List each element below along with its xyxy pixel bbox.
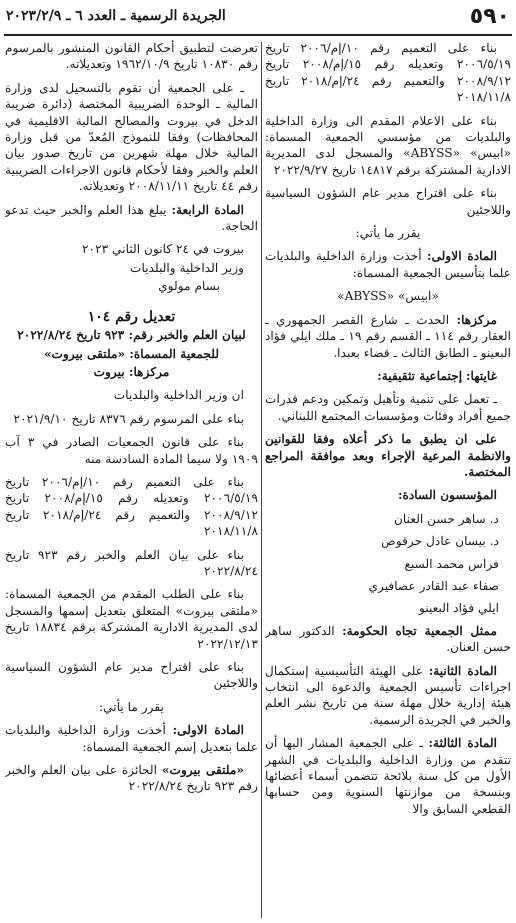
preamble-circular-2: بناء على التعميم رقم ١٠/إم/٢٠٠٦ تاريخ ٢٠٠٦/٥/١٩ وتعديله رقم ١٥/إم/٢٠٠٨ تاريخ ٢٠٠٨/٩/١٢ والتعميم رقم ٢٤/إم/٢٠١٨ تاريخ ٢٠١٨/١١/٨ <box>5 474 258 539</box>
goal <box>265 368 511 384</box>
representative-name: الدكتور ساهر حسن العنان. <box>265 623 511 655</box>
page-header <box>0 0 516 40</box>
preamble-notice-ref: بناء على بيان العلم والخبر رقم ٩٢٣ تاريخ ٢٠٢٢/٨/٢٤ <box>5 547 258 578</box>
founder-2: د. بيسان عادل حرقوص <box>381 534 499 549</box>
amend-article-1-text: أخذت وزارة الداخلية والبلديات علما بتعديل إسم الجمعية المسماة: <box>5 723 258 754</box>
headquarters <box>265 312 511 361</box>
article-3-text: ـ على الجمعية المشار اليها أن تتقدم من وزارة الداخلية والبلديات في الشهر الأول من كل سنة بلائحة تتضمن أسماء أعضائها وبنسخة من موازنتها السنوية ومن حسابها القطعي السابق والا <box>265 736 511 816</box>
right-column <box>265 40 511 920</box>
continued-text: تعرضت لتطبيق أحكام القانون المنشور بالمرسوم رقم ١٠٨٣٠ تاريخ ١٩٦٢/١٠/٩ وتعديلاته. <box>5 41 258 72</box>
article-2-text: على الهيئة التأسيسية إستكمال اجراءات تأسيس الجمعية والدعوة الى انتخاب هيئة إدارية خلال مهلة سنة من تاريخ نشر العلم والخبر في الجريدة الرسمية. <box>265 663 511 727</box>
founder-3: فراس محمد السبع <box>404 556 499 571</box>
signature-title: وزير الداخلية والبلديات <box>130 260 244 275</box>
amend-final-text: الحائزة على بيان العلم والخبر رقم ٩٢٣ تاريخ ٢٠٢٢/٨/٢٤ <box>5 763 258 794</box>
amend-final <box>5 762 258 795</box>
article-2-label: المادة الثانية: <box>428 663 497 678</box>
header-rule <box>4 34 512 36</box>
column-divider <box>261 42 262 918</box>
amendment-title: تعديل رقم ١٠٤ <box>87 308 176 325</box>
signature-date: بيروت في ٢٤ كانون الثاني ٢٠٢٣ <box>82 242 244 257</box>
signature-name: بسام مولوي <box>158 279 220 294</box>
article-3 <box>265 735 511 817</box>
association-name: «ابيس» «ABYSS» <box>337 289 439 304</box>
amend-article-1-label: المادة الاولى: <box>172 723 245 738</box>
founder-1: د. ساهر حسن العنان <box>393 511 499 526</box>
government-representative <box>265 623 511 656</box>
goal-text: ـ تعمل على تنمية وتأهيل وتمكين ودعم قدرات جميع أفراد وفئات ومؤسسات المجتمع اللبناني. <box>265 392 511 423</box>
founders-label: المؤسسون السادة: <box>397 488 497 503</box>
preamble-request: بناء على الطلب المقدم من الجمعية المسماة: «ملتقى بيروت» المتعلق بتعديل إسمها والمسجل لدى المديرية الادارية المشتركة برقم ١٨٨٣٤ تاريخ ٢٠٢٢/١٢/١٣ <box>5 587 258 651</box>
preamble-proposal-2: بناء على اقتراح مدير عام الشؤون السياسية واللاجئين <box>5 660 258 691</box>
minister-line: ان وزير الداخلية والبلديات <box>113 388 244 403</box>
goal-label: غايتها: <box>466 368 497 383</box>
amend-final-name: «ملتقى بيروت» <box>161 763 244 778</box>
article-4 <box>5 202 258 235</box>
preamble-proposal: بناء على اقتراح مدير عام الشؤون السياسية واللاجئين <box>265 186 511 217</box>
founder-4: صفاء عبد القادر عصافيري <box>368 578 499 593</box>
founder-5: ايلي فؤاد البعينو <box>419 601 499 616</box>
article-3-label: المادة الثالثة: <box>428 736 497 751</box>
compliance-clause: على ان يطبق ما ذكر أعلاه وفقا للقوانين والانظمة المرعية الإجراء وبعد موافقة المراجع المختصة. <box>265 432 511 479</box>
amendment-association: للجمعية المسماة: «ملتقى بيروت» <box>43 346 220 361</box>
article-1 <box>265 248 511 281</box>
decides-heading: يقرر ما يأتي: <box>355 226 421 241</box>
article-2 <box>265 663 511 729</box>
article-1-text: أخذت وزارة الداخلية والبلديات علما بتأسيس الجمعية المسماة: <box>265 249 511 280</box>
amendment-headquarters: مركزها: بيروت <box>93 364 170 379</box>
headquarters-text: الحدث ـ شارع القصر الجمهوري ـ العقار رقم ١١٤ ـ القسم رقم ١٩ ـ ملك ايلي فؤاد البعينو ـ الطابق الثالث ـ قضاء بعبدا. <box>265 312 511 360</box>
article-4-label: المادة الرابعة: <box>171 202 244 217</box>
preamble-circular: بناء على التعميم رقم ١٠/إم/٢٠٠٦ تاريخ ٢٠٠٦/٥/١٩ وتعديله رقم ١٥/إم/٢٠٠٨ تاريخ ٢٠٠٨/٩/١٢ والتعميم رقم ٢٤/إم/٢٠١٨ تاريخ ٢٠١٨/١١/٨ <box>265 41 511 105</box>
headquarters-label: مركزها: <box>456 312 497 327</box>
preamble-notice: بناء على الاعلام المقدم الى وزارة الداخلية والبلديات من مؤسسي الجمعية المسماة: «ابيس» «ABYSS» والمسجل لدى المديرية الادارية المشتركة برقم ١٤٨١٧ تاريخ ٢٠٢٢/٩/٢٧ <box>265 113 511 177</box>
article-1-label: المادة الاولى: <box>427 249 497 264</box>
representative-label: ممثل الجمعية تجاه الحكومة: <box>342 623 498 638</box>
preamble-decree: بناء على المرسوم رقم ٨٣٧٦ تاريخ ٢٠٢١/٩/١٠ <box>13 411 244 426</box>
gazette-title: الجريدة الرسمية ـ العدد ٦ ـ ٢٠٢٣/٢/٩ <box>6 8 226 24</box>
goal-title: إجتماعية تثقيفية: <box>377 368 463 383</box>
decides-heading-2: يقرر ما يأتي: <box>99 699 164 714</box>
article-4-text: يبلغ هذا العلم والخبر حيث تدعو الحاجة. <box>5 202 258 234</box>
amendment-notice-ref: لبيان العلم والخبر رقم: ٩٢٣ تاريخ ٢٠٢٢/٨/٢٤ <box>17 328 246 343</box>
tax-registration: ـ على الجمعية أن تقوم بالتسجيل لدى وزارة المالية ـ الوحدة الضريبية المختصة (دائرة ضريبة الدخل في بيروت والمصالح المالية الاقليمية في المحافظات) وفقا للنموذج المُعدّ من قبل وزارة المالية خلال مهلة شهرين من تاريخ صدور بيان العلم والخبر وفقا لأحكام قانون الاجراءات الضريبية رقم ٤٤ تاريخ ٢٠٠٨/١١/١١ وتعديلاته. <box>5 80 258 194</box>
page-number: ٥٩٠ <box>469 4 510 29</box>
preamble-law: بناء على قانون الجمعيات الصادر في ٣ آب ١٩٠٩ ولا سيما المادة السادسة منه <box>5 435 258 466</box>
left-column <box>5 40 258 920</box>
amend-article-1 <box>5 722 258 755</box>
